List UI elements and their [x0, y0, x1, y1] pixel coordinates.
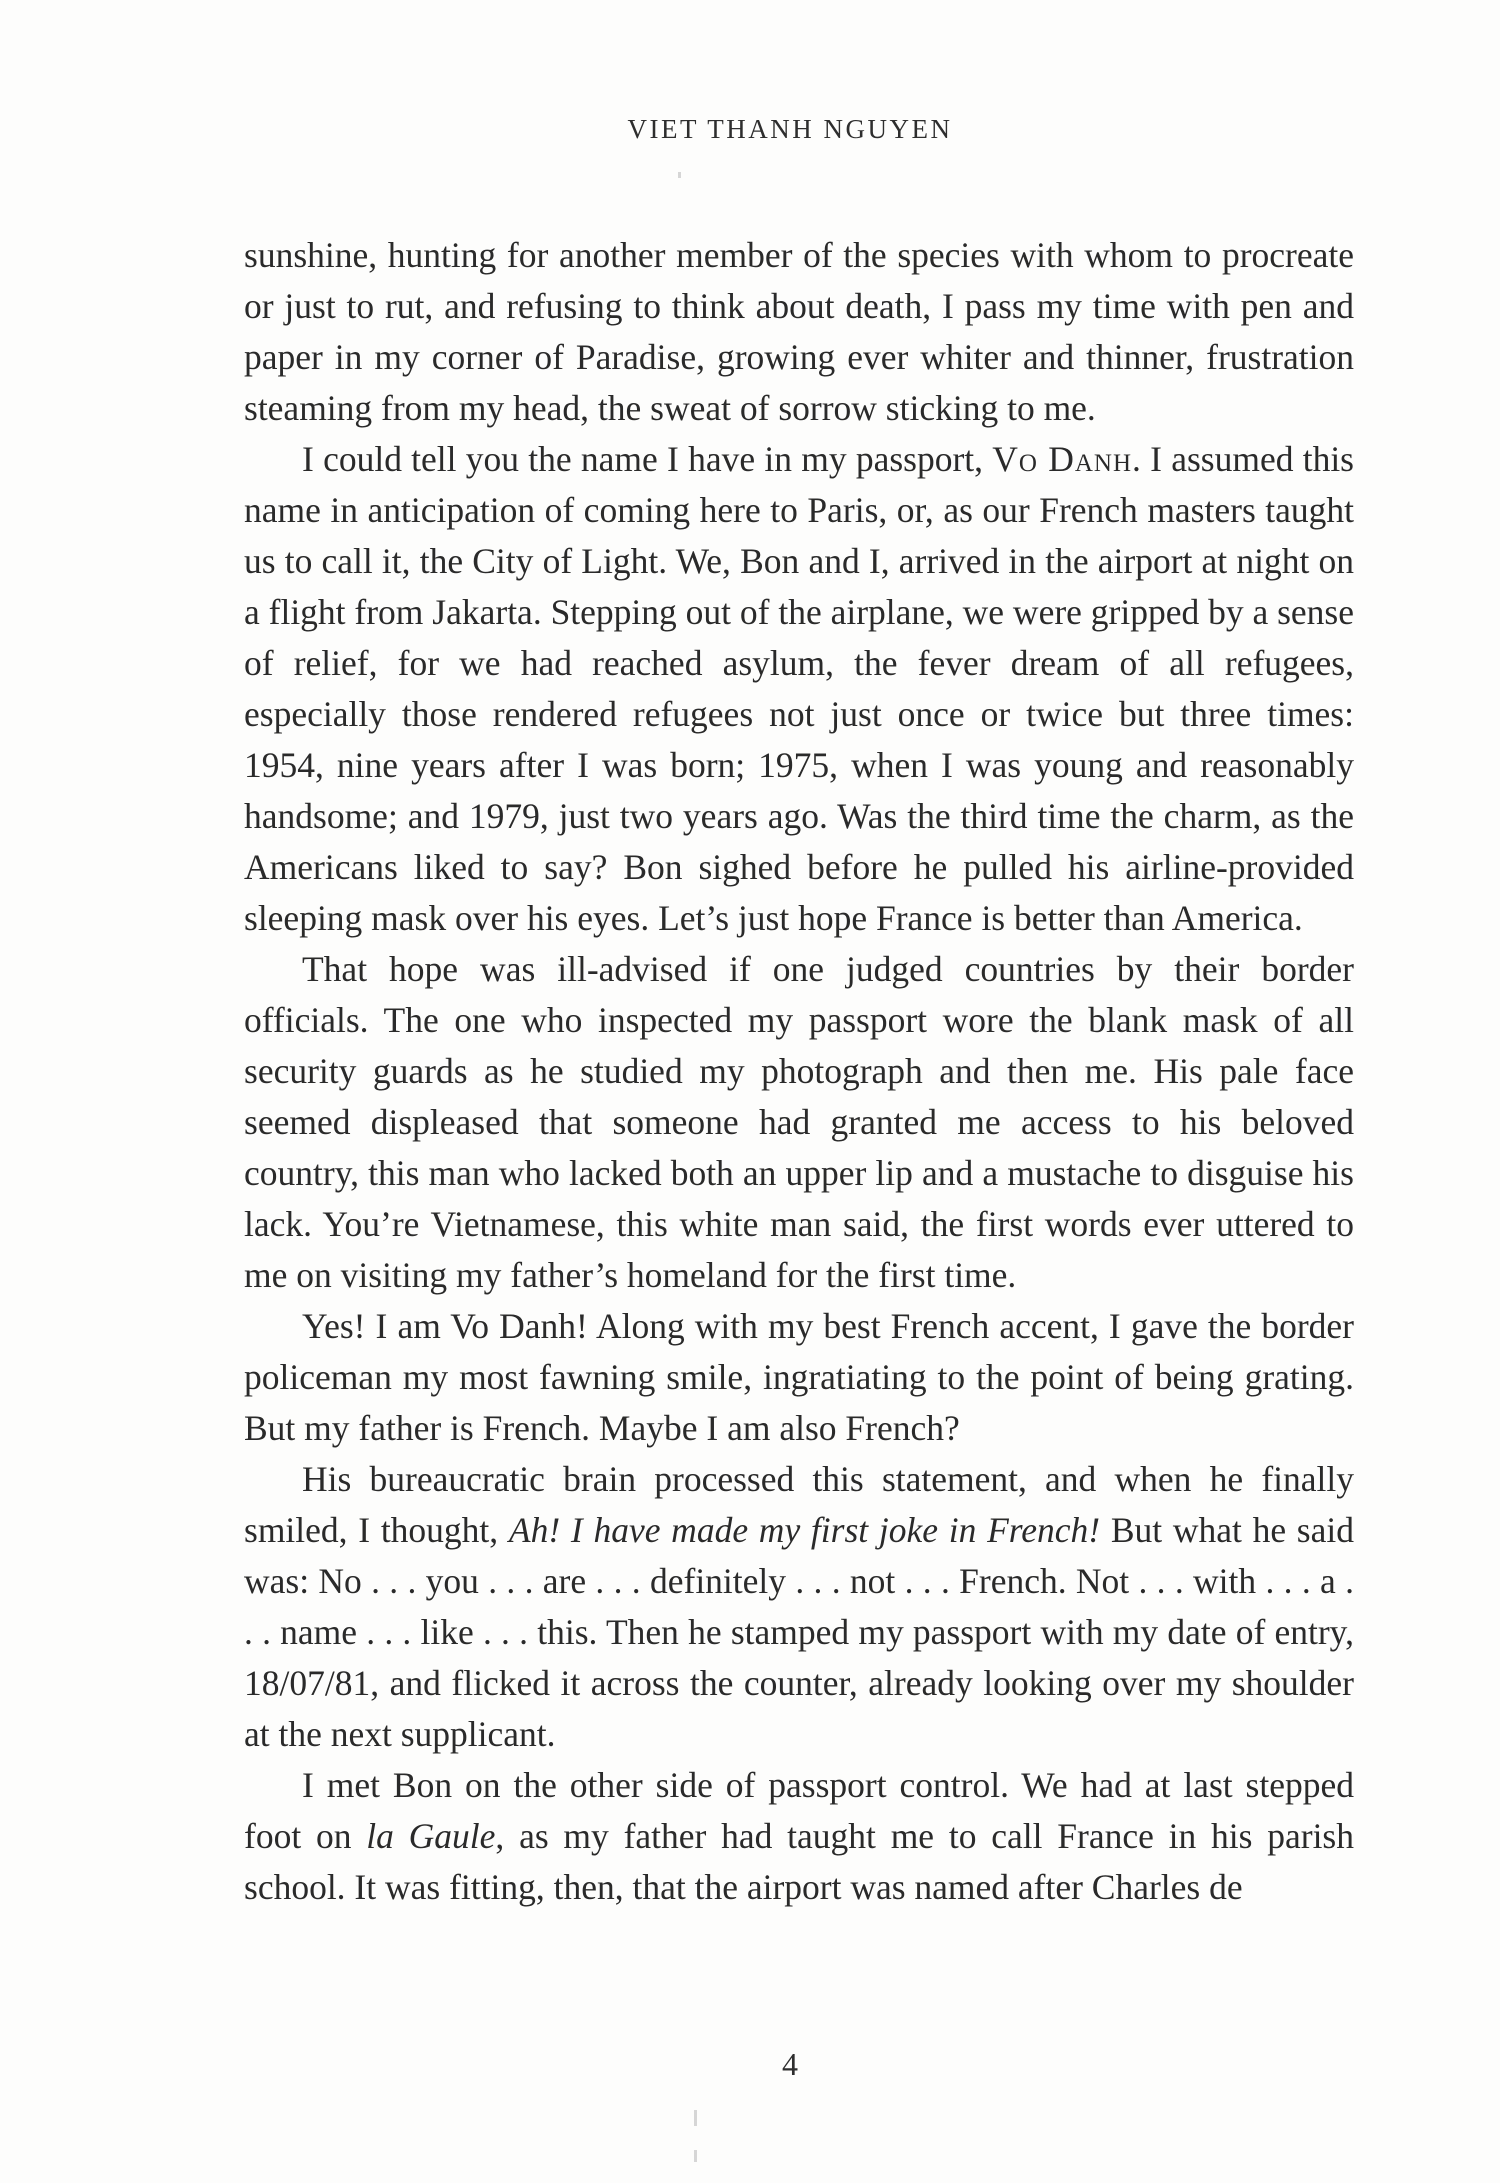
paragraph-5-text-after: But what he said was: No . . . you . . . are . . . definitely . . . not . . . French. Not . . . with . . . a . . . name . . . like . . . this. Then he stamped my passport with my date of entry, 18/07/81, and flicked it across the counter, already looking over my shoulder at the next supplicant.	[244, 1510, 1354, 1754]
paragraph-1: sunshine, hunting for another member of the species with whom to procreate or just to rut, and refusing to think about death, I pass my time with pen and paper in my corner of Paradise, growing ever whiter and thinner, frustration steaming from my head, the sweat of sorrow sticking to me.	[244, 235, 1354, 428]
scan-speck	[694, 2150, 697, 2162]
scan-speck	[694, 2110, 697, 2126]
running-head: VIET THANH NGUYEN	[627, 114, 953, 144]
paragraph-5-italic: Ah! I have made my first joke in French!	[508, 1510, 1101, 1550]
paragraph-2-text-after: . I assumed this name in anticipation of coming here to Paris, or, as our French masters taught us to call it, the City of Light. We, Bon and I, arrived in the airport at night on a flight from Jakarta. Stepping out of the airplane, we were gripped by a sense of relief, for we had reached asylum, the fever dream of all refugees, especially those rendered refugees not just once or twice but three times: 1954, nine years after I was born; 1975, when I was young and reasonably handsome; and 1979, just two years ago. Was the third time the charm, as the Americans liked to say? Bon sighed before he pulled his airline-provided sleeping mask over his eyes. Let’s just hope France is better than America.	[244, 439, 1355, 938]
paragraph-6	[244, 1760, 1354, 1913]
paragraph-6-italic: la Gaule	[366, 1816, 496, 1856]
paragraph-6-text-before: I met Bon on the other side of passport control. We had at last stepped foot on	[244, 1765, 1354, 1856]
paragraph-3: That hope was ill-advised if one judged countries by their border officials. The one who inspected my passport wore the blank mask of all security guards as he studied my photograph and then me. His pale face seemed displeased that someone had granted me access to his beloved country, this man who lacked both an upper lip and a mustache to disguise his lack. You’re Vietnamese, this white man said, the first words ever uttered to me on visiting my father’s homeland for the first time.	[244, 949, 1354, 1295]
paragraph-6-text-after: , as my father had taught me to call France in his parish school. It was fitting, then, that the airport was named after Charles de	[244, 1816, 1354, 1907]
body-text	[244, 230, 1354, 1913]
paragraph-2-text-before: I could tell you the name I have in my passport,	[302, 439, 993, 479]
paragraph-4: Yes! I am Vo Danh! Along with my best French accent, I gave the border policeman my most fawning smile, ingratiating to the point of being grating. But my father is French. Maybe I am also French?	[244, 1306, 1354, 1448]
page-number: 4	[782, 2046, 798, 2082]
paragraph-5-text-before: His bureaucratic brain processed this statement, and when he finally smiled, I thought,	[244, 1459, 1354, 1550]
scan-speck	[678, 172, 681, 178]
passport-name: Vo Danh	[992, 439, 1133, 479]
paragraph-5	[244, 1454, 1354, 1760]
paragraph-2	[244, 434, 1354, 944]
